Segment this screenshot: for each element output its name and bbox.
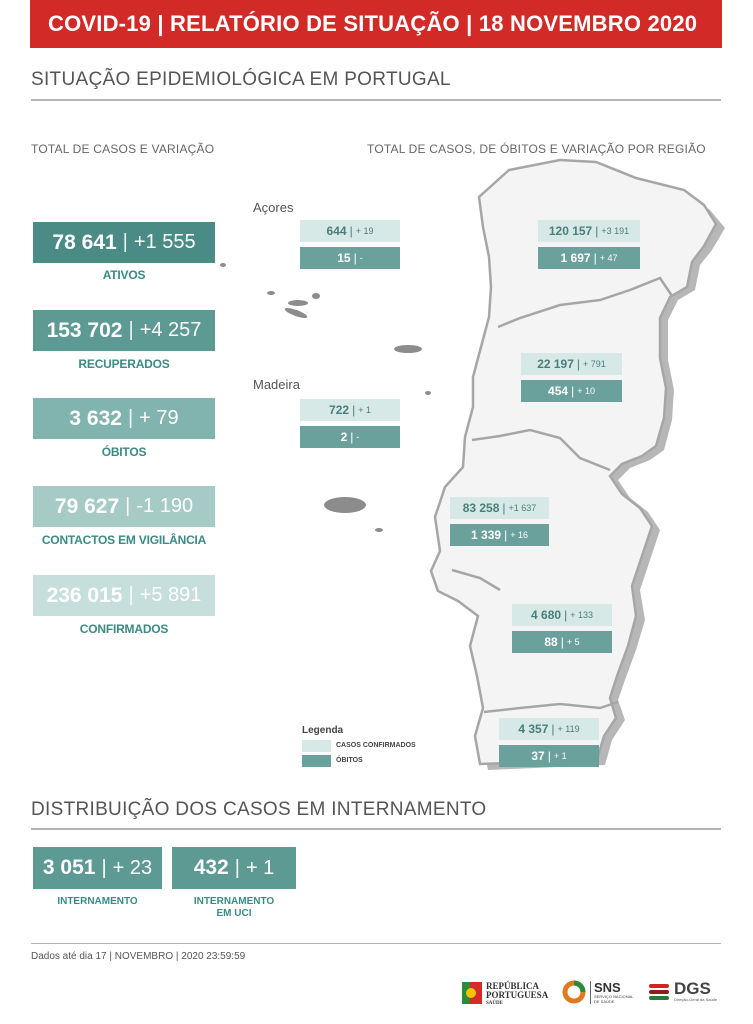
logo-dgs: DGS Direção-Geral da Saúde — [648, 980, 717, 1003]
logo-republica-portuguesa: REPÚBLICA PORTUGUESA SAÚDE — [462, 980, 548, 1008]
azores-island — [220, 263, 226, 267]
legend-title: Legenda — [302, 725, 344, 736]
sns-ring-icon — [562, 980, 586, 1004]
acores-deaths: 15 | - — [300, 247, 400, 269]
madeira-cases: 722 | + 1 — [300, 399, 400, 421]
stat-label-contactos: CONTACTOS EM VIGILÂNCIA — [41, 533, 207, 547]
stat-internamento-uci: 432 | + 1 — [172, 847, 296, 889]
centro-deaths: 454 | + 10 — [521, 380, 622, 402]
stat-label-ativos: ATIVOS — [102, 268, 146, 282]
stat-label-internamento-uci: INTERNAMENTO EM UCI — [193, 896, 275, 919]
totals-subtitle: TOTAL DE CASOS E VARIAÇÃO — [31, 142, 215, 156]
acores-cases: 644 | + 19 — [300, 220, 400, 242]
azores-island — [425, 391, 431, 395]
logo-sns: SNS SERVIÇO NACIONAL DE SAÚDE — [562, 980, 634, 1004]
regions-subtitle: TOTAL DE CASOS, DE ÓBITOS E VARIAÇÃO POR REGIÃO — [367, 142, 706, 156]
divider — [31, 828, 721, 830]
norte-cases: 120 157 | +3 191 — [538, 220, 640, 242]
alentejo-cases: 4 680 | + 133 — [512, 604, 612, 626]
stat-label-internamento: INTERNAMENTO — [57, 896, 138, 907]
algarve-cases: 4 357 | + 119 — [499, 718, 599, 740]
stat-internamento: 3 051 | + 23 — [33, 847, 162, 889]
dgs-emblem-icon — [648, 981, 670, 1003]
section-title-epidemiological: SITUAÇÃO EPIDEMIOLÓGICA EM PORTUGAL — [31, 69, 451, 90]
section-title-hospital: DISTRIBUIÇÃO DOS CASOS EM INTERNAMENTO — [31, 799, 487, 820]
azores-island — [284, 306, 309, 320]
azores-island — [288, 300, 308, 306]
lvt-deaths: 1 339 | + 16 — [450, 524, 549, 546]
stat-recuperados: 153 702 | +4 257 — [33, 310, 215, 351]
madeira-deaths: 2 | - — [300, 426, 400, 448]
republica-emblem-icon — [462, 980, 482, 1008]
divider — [31, 943, 721, 944]
azores-island — [394, 345, 422, 353]
legend-swatch-confirmed — [302, 740, 331, 752]
algarve-deaths: 37 | + 1 — [499, 745, 599, 767]
centro-cases: 22 197 | + 791 — [521, 353, 622, 375]
report-title: COVID-19 | RELATÓRIO DE SITUAÇÃO | 18 NOVEMBRO 2020 — [48, 11, 698, 36]
alentejo-deaths: 88 | + 5 — [512, 631, 612, 653]
madeira-island — [324, 497, 366, 513]
legend-swatch-deaths — [302, 755, 331, 767]
madeira-island — [375, 528, 383, 532]
stat-obitos: 3 632 | + 79 — [33, 398, 215, 439]
lvt-cases: 83 258 | +1 637 — [450, 497, 549, 519]
norte-deaths: 1 697 | + 47 — [538, 247, 640, 269]
azores-island — [312, 293, 320, 299]
legend-label-deaths: ÓBITOS — [336, 757, 363, 764]
azores-island — [267, 291, 275, 295]
stat-contactos: 79 627 | -1 190 — [33, 486, 215, 527]
region-title-madeira: Madeira — [253, 377, 300, 392]
stat-label-confirmados: CONFIRMADOS — [79, 622, 169, 636]
stat-confirmados: 236 015 | +5 891 — [33, 575, 215, 616]
region-title-acores: Açores — [253, 200, 294, 215]
data-timestamp: Dados até dia 17 | NOVEMBRO | 2020 23:59:59 — [31, 951, 246, 962]
stat-ativos: 78 641 | +1 555 — [33, 222, 215, 263]
stat-label-recuperados: RECUPERADOS — [78, 357, 170, 371]
stat-label-obitos: ÓBITOS — [101, 445, 147, 459]
legend-label-confirmed: CASOS CONFIRMADOS — [336, 742, 416, 749]
